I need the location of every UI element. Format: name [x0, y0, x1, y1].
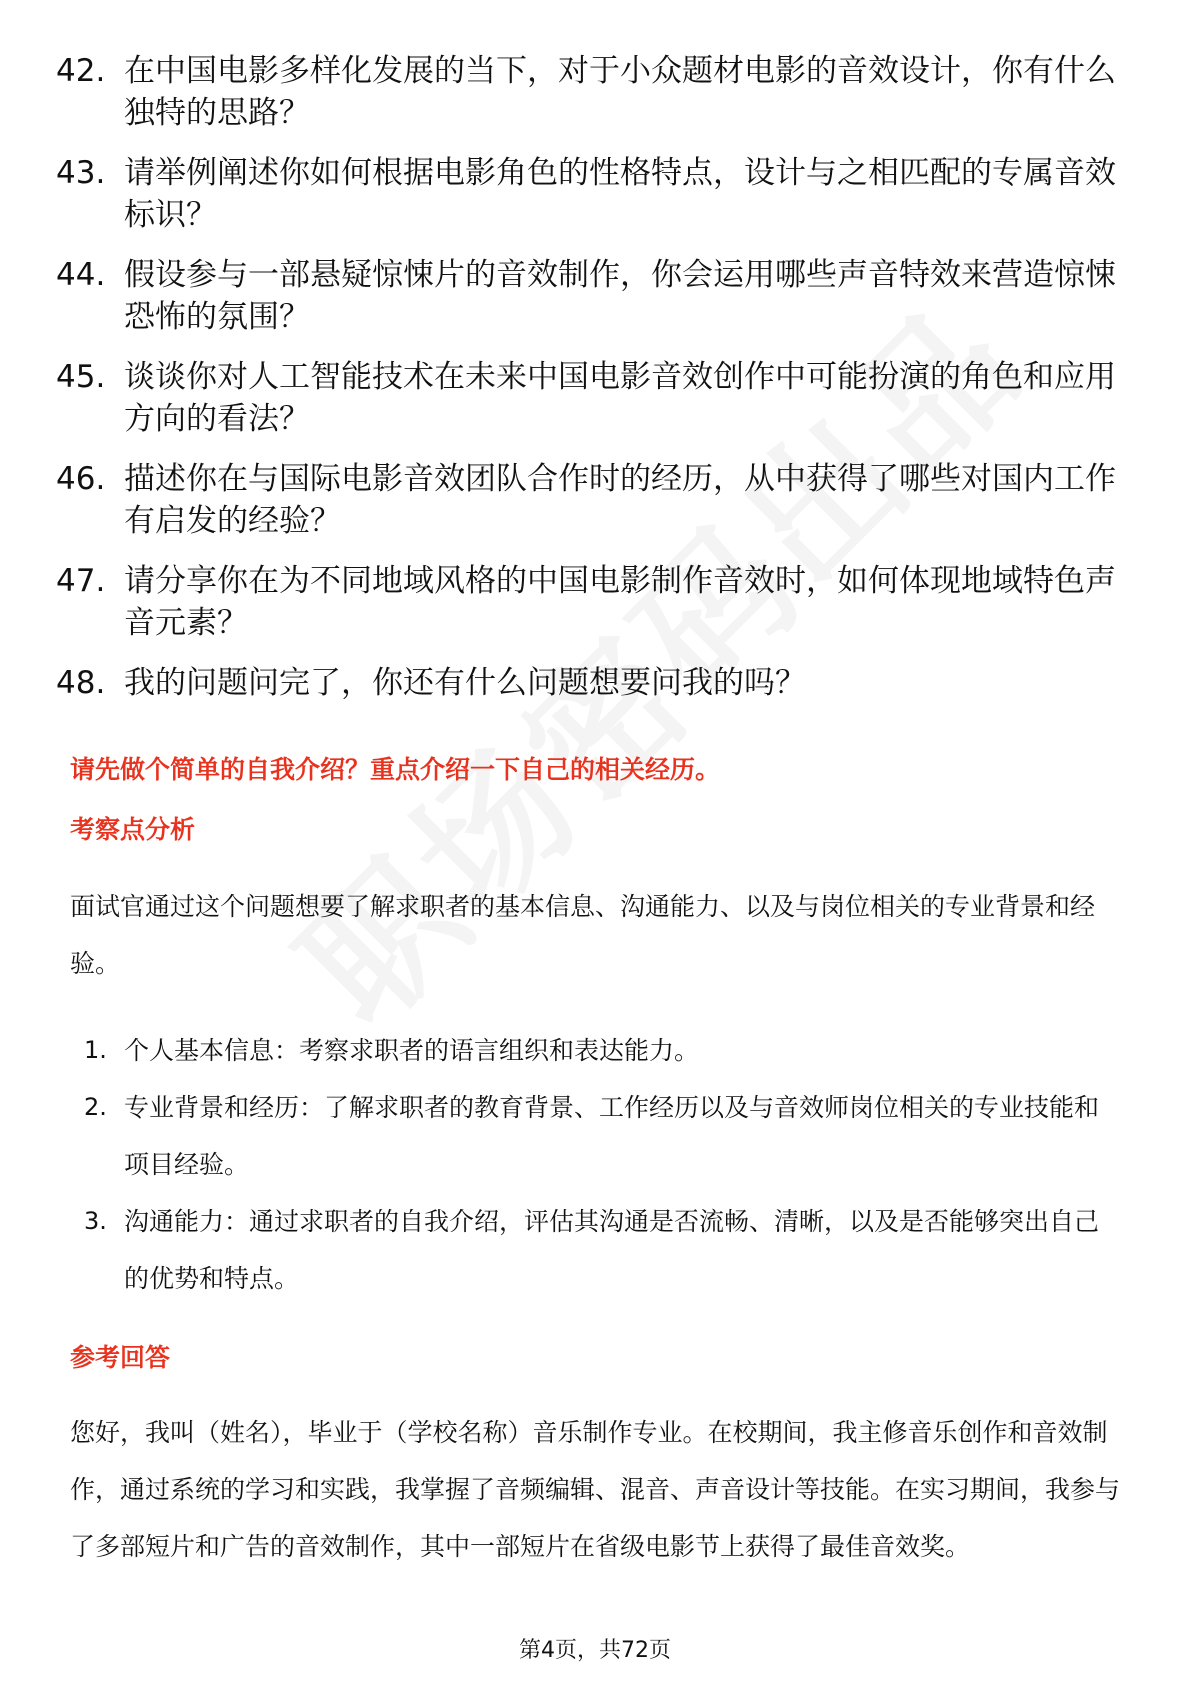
question-text: 我的问题问完了，你还有什么问题想要问我的吗？: [124, 665, 806, 701]
question-item: [56, 152, 1136, 236]
analysis-list: [84, 1022, 1124, 1307]
question-item: [56, 254, 1136, 338]
list-item-number: 2.: [84, 1093, 107, 1121]
question-text: 在中国电影多样化发展的当下，对于小众题材电影的音效设计，你有什么独特的思路？: [124, 53, 1116, 131]
list-item-text: 专业背景和经历：了解求职者的教育背景、工作经历以及与音效师岗位相关的专业技能和项目经验。: [124, 1093, 1100, 1179]
question-number: 43.: [56, 155, 106, 191]
reference-answer: 您好，我叫（姓名），毕业于（学校名称）音乐制作专业。在校期间，我主修音乐创作和音效制作，通过系统的学习和实践，我掌握了音频编辑、混音、声音设计等技能。在实习期间，我参与了多部短片和广告的音效制作，其中一部短片在省级电影节上获得了最佳音效奖。: [70, 1418, 1121, 1561]
question-number: 48.: [56, 665, 106, 701]
question-item: [56, 356, 1136, 440]
question-number: 44.: [56, 257, 106, 293]
question-list: [56, 50, 1136, 722]
question-text: 假设参与一部悬疑惊悚片的音效制作，你会运用哪些声音特效来营造惊悚恐怖的氛围？: [124, 257, 1116, 335]
question-text: 描述你在与国际电影音效团队合作时的经历，从中获得了哪些对国内工作有启发的经验？: [124, 461, 1116, 539]
question-number: 46.: [56, 461, 106, 497]
list-item: [84, 1022, 1124, 1079]
list-item-text: 沟通能力：通过求职者的自我介绍，评估其沟通是否流畅、清晰，以及是否能够突出自己的优势和特点。: [124, 1207, 1100, 1293]
question-item: [56, 50, 1136, 134]
question-item: [56, 662, 1136, 704]
question-number: 47.: [56, 563, 106, 599]
analysis-intro: 面试官通过这个问题想要了解求职者的基本信息、沟通能力、以及与岗位相关的专业背景和经验。: [70, 892, 1096, 978]
question-text: 请分享你在为不同地域风格的中国电影制作音效时，如何体现地域特色声音元素？: [124, 563, 1116, 641]
question-text: 请举例阐述你如何根据电影角色的性格特点，设计与之相匹配的专属音效标识？: [124, 155, 1116, 233]
reference-heading: 参考回答: [70, 1343, 171, 1372]
analysis-heading: 考察点分析: [70, 815, 196, 844]
list-item: [84, 1193, 1124, 1307]
question-text: 谈谈你对人工智能技术在未来中国电影音效创作中可能扮演的角色和应用方向的看法？: [124, 359, 1116, 437]
question-number: 42.: [56, 53, 106, 89]
page-number: 第4页，共72页: [519, 1638, 671, 1663]
list-item-number: 1.: [84, 1036, 107, 1064]
list-item-text: 个人基本信息：考察求职者的语言组织和表达能力。: [124, 1036, 700, 1065]
list-item: [84, 1079, 1124, 1193]
question-item: [56, 458, 1136, 542]
featured-question: 请先做个简单的自我介绍？重点介绍一下自己的相关经历。: [70, 755, 721, 784]
question-number: 45.: [56, 359, 106, 395]
list-item-number: 3.: [84, 1207, 107, 1235]
question-item: [56, 560, 1136, 644]
